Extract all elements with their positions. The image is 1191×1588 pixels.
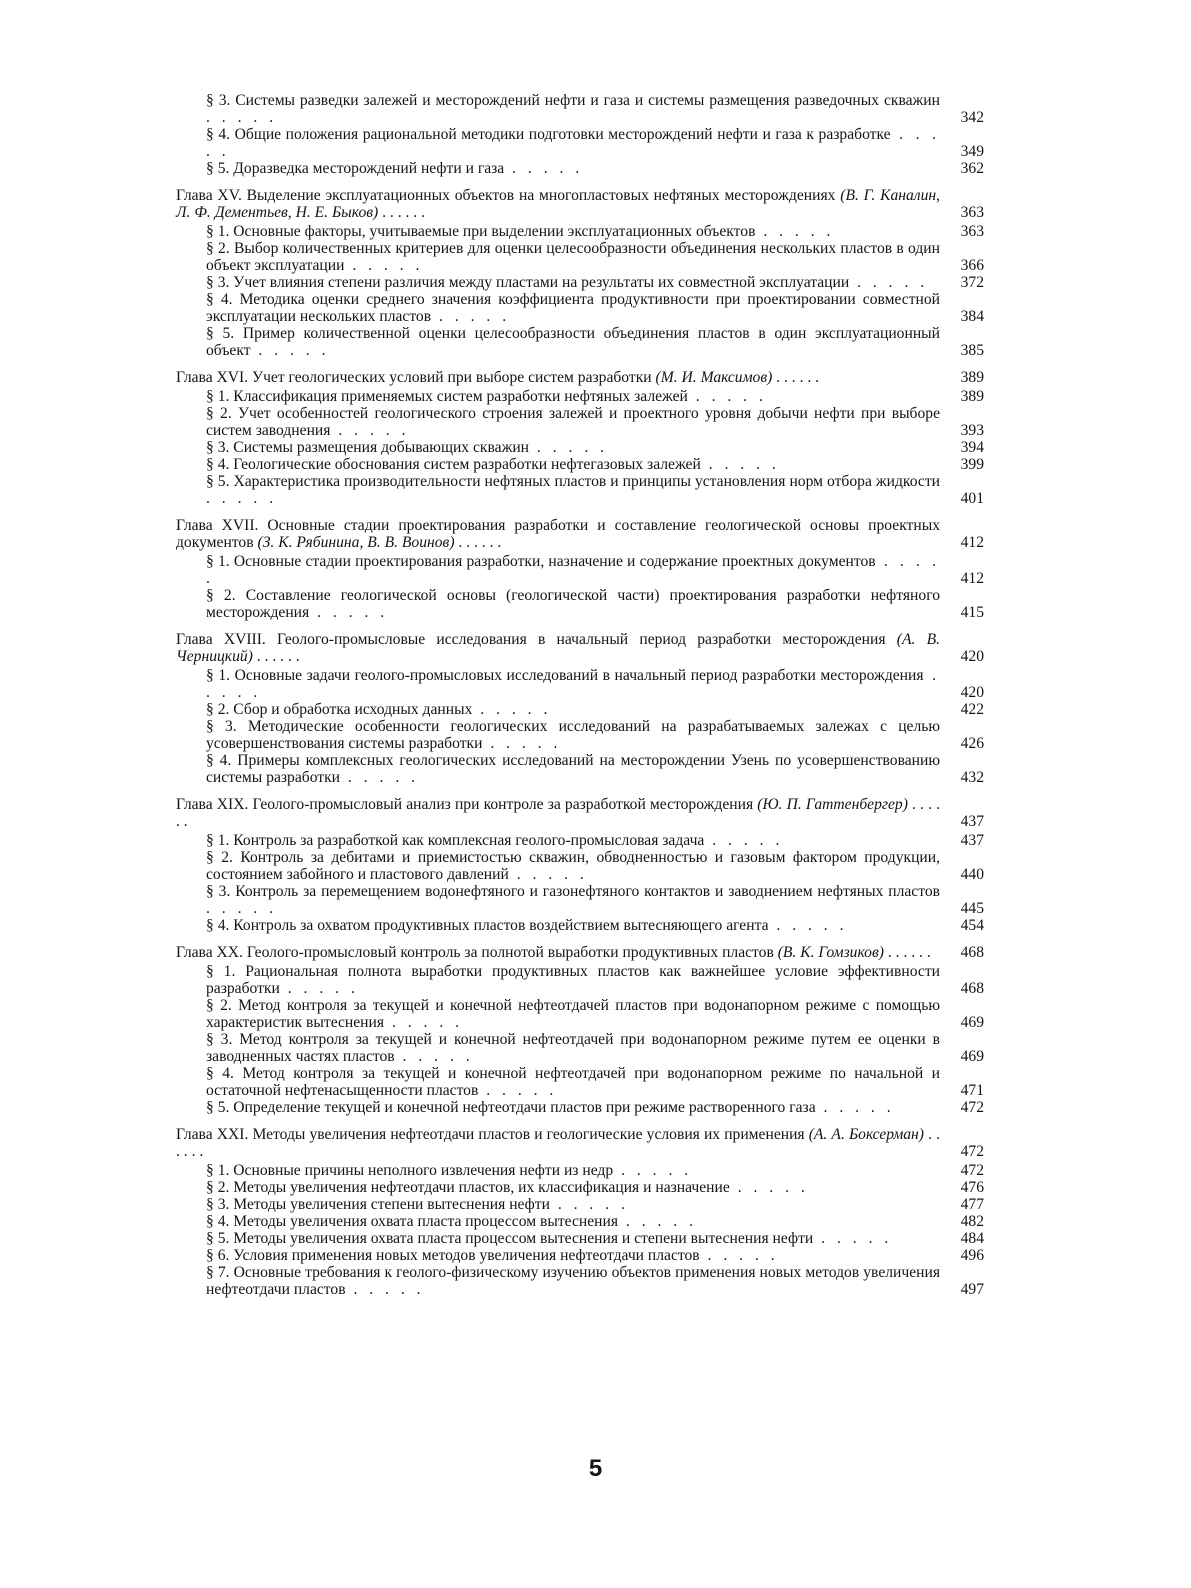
section-title: § 5. Пример количественной оценки целесообразности объединения пластов в один эксплуатационный объект <box>206 325 940 359</box>
section-title: § 2. Метод контроля за текущей и конечной нефтеотдачей пластов при водонапорном режиме с помощью характеристик вытеснения <box>206 997 940 1031</box>
toc-section[interactable] <box>206 701 984 718</box>
section-page-number: 412 <box>960 570 984 587</box>
section-page-number: 471 <box>960 1082 984 1099</box>
section-title: § 3. Системы размещения добывающих скважин <box>206 439 530 456</box>
leader-dots: . . . . . <box>330 422 410 439</box>
section-title: § 7. Основные требования к геолого-физическому изучению объектов применения новых методов увеличения нефтеотдачи пластов <box>206 1264 940 1298</box>
leader-dots: . . . . . <box>206 490 278 507</box>
section-page-number: 372 <box>960 274 984 291</box>
toc-section[interactable] <box>206 240 984 274</box>
toc-section[interactable] <box>206 160 984 177</box>
toc-section[interactable] <box>206 997 984 1031</box>
chapter-title[interactable] <box>176 796 984 830</box>
leader-dots: . . . . . <box>394 1048 474 1065</box>
section-title: § 2. Сбор и обработка исходных данных <box>206 701 473 718</box>
section-title: § 1. Контроль за разработкой как комплексная геолого-промысловая задача <box>206 832 705 849</box>
toc-chapter <box>176 944 984 1116</box>
leader-dots: . . . . . <box>613 1162 693 1179</box>
section-page-number: 415 <box>960 604 984 621</box>
section-title: § 1. Основные причины неполного извлечения нефти из недр <box>206 1162 614 1179</box>
section-title: § 2. Составление геологической основы (геологической части) проектирования разработки нефтяного месторождения <box>206 587 940 621</box>
leader-dots: . . . . . <box>309 604 389 621</box>
section-page-number: 394 <box>960 439 984 456</box>
leader-dots: . . . . . <box>206 553 940 587</box>
section-page-number: 469 <box>960 1048 984 1065</box>
section-title: § 6. Условия применения новых методов увеличения нефтеотдачи пластов <box>206 1247 700 1264</box>
section-page-number: 445 <box>960 900 984 917</box>
chapter-title-text: Глава XVII. Основные стадии проектирования разработки и составление геологической основы проектных документов <box>176 517 940 551</box>
toc-section[interactable] <box>206 587 984 621</box>
leader-dots: . . . . . . <box>454 534 502 551</box>
section-page-number: 426 <box>960 735 984 752</box>
section-page-number: 437 <box>960 832 984 849</box>
chapter-authors: (Ю. П. Гаттенбергер) <box>757 796 908 813</box>
toc-section[interactable] <box>206 223 984 240</box>
section-page-number: 477 <box>960 1196 984 1213</box>
section-page-number: 389 <box>960 388 984 405</box>
section-page-number: 349 <box>960 143 984 160</box>
leader-dots: . . . . . . <box>883 944 931 961</box>
section-list <box>206 553 984 621</box>
toc-chapter <box>206 92 984 177</box>
section-title: § 3. Методы увеличения степени вытеснения нефти <box>206 1196 550 1213</box>
section-title: § 4. Геологические обоснования систем разработки нефтегазовых залежей <box>206 456 701 473</box>
toc-section[interactable] <box>206 456 984 473</box>
section-title: § 3. Методические особенности геологических исследований на разрабатываемых залежах с целью усовершенствования системы разработки <box>206 718 940 752</box>
section-title: § 3. Метод контроля за текущей и конечной нефтеотдачей при водонапорном режиме путем ее оценки в заводненных частях пластов <box>206 1031 940 1065</box>
section-list <box>206 832 984 934</box>
chapter-title[interactable] <box>176 517 984 551</box>
leader-dots: . . . . . <box>529 439 609 456</box>
section-page-number: 496 <box>960 1247 984 1264</box>
section-title: § 4. Общие положения рациональной методики подготовки месторождений нефти и газа к разработке <box>206 126 891 143</box>
leader-dots: . . . . . <box>250 342 330 359</box>
section-title: § 4. Контроль за охватом продуктивных пластов воздействием вытесняющего агента <box>206 917 769 934</box>
chapter-authors: (А. В. Черницкий) <box>176 631 940 665</box>
leader-dots: . . . . . <box>472 701 552 718</box>
chapter-title-text: Глава XXI. Методы увеличения нефтеотдачи пластов и геологические условия их применения <box>176 1126 805 1143</box>
leader-dots: . . . . . <box>431 308 511 325</box>
chapter-page-number: 412 <box>960 534 984 551</box>
toc-section[interactable] <box>206 274 984 291</box>
section-page-number: 385 <box>960 342 984 359</box>
toc-section[interactable] <box>206 718 984 752</box>
section-page-number: 472 <box>960 1099 984 1116</box>
toc-section[interactable] <box>206 849 984 883</box>
chapter-authors: (В. Г. Каналин, Л. Ф. Дементьев, Н. Е. Быков) <box>176 187 941 221</box>
toc-section[interactable] <box>206 752 984 786</box>
toc-section[interactable] <box>206 1264 984 1298</box>
toc-chapter <box>176 517 984 621</box>
section-title: § 4. Методы увеличения охвата пласта процессом вытеснения <box>206 1213 618 1230</box>
section-page-number: 384 <box>960 308 984 325</box>
toc-chapter <box>176 1126 984 1298</box>
section-title: § 2. Выбор количественных критериев для оценки целесообразности объединения нескольких пластов в один объект эксплуатации <box>206 240 940 274</box>
section-list <box>206 223 984 359</box>
toc-section[interactable] <box>206 92 984 126</box>
toc-section[interactable] <box>206 473 984 507</box>
toc-section[interactable] <box>206 1065 984 1099</box>
leader-dots: . . . . . <box>504 160 584 177</box>
section-title: § 1. Основные задачи геолого-промысловых исследований в начальный период разработки месторождения <box>206 667 924 684</box>
toc-section[interactable] <box>206 963 984 997</box>
chapter-title[interactable] <box>176 631 984 665</box>
chapter-page-number: 437 <box>960 813 984 830</box>
leader-dots: . . . . . . <box>772 369 820 386</box>
section-page-number: 432 <box>960 769 984 786</box>
section-page-number: 468 <box>960 980 984 997</box>
section-page-number: 472 <box>960 1162 984 1179</box>
section-title: § 1. Классификация применяемых систем разработки нефтяных залежей <box>206 388 688 405</box>
section-page-number: 454 <box>960 917 984 934</box>
toc-section[interactable] <box>206 439 984 456</box>
toc-section[interactable] <box>206 832 984 849</box>
leader-dots: . . . . . <box>687 388 767 405</box>
leader-dots: . . . . . . <box>176 1126 940 1160</box>
toc-section[interactable] <box>206 917 984 934</box>
toc-section[interactable] <box>206 1196 984 1213</box>
section-title: § 1. Основные факторы, учитываемые при выделении эксплуатационных объектов <box>206 223 756 240</box>
leader-dots: . . . . . . <box>378 204 425 221</box>
leader-dots: . . . . . <box>478 1082 558 1099</box>
leader-dots: . . . . . <box>815 1099 895 1116</box>
toc-section[interactable] <box>206 291 984 325</box>
toc-section[interactable] <box>206 1179 984 1196</box>
section-title: § 4. Методика оценки среднего значения коэффициента продуктивности при проектировании совместной эксплуатации нескольких пластов <box>206 291 940 325</box>
leader-dots: . . . . . <box>206 126 940 160</box>
toc-section[interactable] <box>206 1162 984 1179</box>
section-title: § 5. Определение текущей и конечной нефтеотдачи пластов при режиме растворенного газа <box>206 1099 816 1116</box>
chapter-title-text: Глава XVI. Учет геологических условий при выборе систем разработки <box>176 369 652 386</box>
section-title: § 5. Доразведка месторождений нефти и газа <box>206 160 505 177</box>
section-list <box>206 1162 984 1298</box>
chapter-page-number: 363 <box>960 204 984 221</box>
section-page-number: 440 <box>960 866 984 883</box>
section-title: § 5. Методы увеличения охвата пласта процессом вытеснения и степени вытеснения нефти <box>206 1230 814 1247</box>
chapter-title-text: Глава XIX. Геолого-промысловый анализ при контроле за разработкой месторождения <box>176 796 754 813</box>
section-page-number: 484 <box>960 1230 984 1247</box>
chapter-title[interactable] <box>176 1126 984 1160</box>
toc-chapter <box>176 796 984 934</box>
section-page-number: 399 <box>960 456 984 473</box>
section-title: § 3. Учет влияния степени различия между пластами на результаты их совместной эксплуатации <box>206 274 850 291</box>
section-page-number: 482 <box>960 1213 984 1230</box>
section-page-number: 476 <box>960 1179 984 1196</box>
section-title: § 3. Контроль за перемещением водонефтяного и газонефтяного контактов и заводнением нефтяных пластов <box>206 883 940 900</box>
leader-dots: . . . . . <box>700 456 780 473</box>
section-page-number: 363 <box>960 223 984 240</box>
leader-dots: . . . . . <box>704 832 784 849</box>
page-number: 5 <box>588 1455 603 1482</box>
leader-dots: . . . . . <box>344 257 424 274</box>
section-page-number: 366 <box>960 257 984 274</box>
chapter-title[interactable] <box>176 187 984 221</box>
section-title: § 2. Контроль за дебитами и приемистостью скважин, обводненностью и газовым фактором продукции, состоянием забойного и пластового давлений <box>206 849 940 883</box>
section-title: § 1. Основные стадии проектирования разработки, назначение и содержание проектных документов <box>206 553 876 570</box>
section-page-number: 420 <box>960 684 984 701</box>
leader-dots: . . . . . . <box>176 796 940 830</box>
section-title: § 5. Характеристика производительности нефтяных пластов и принципы установления норм отбора жидкости <box>206 473 940 490</box>
section-title: § 4. Примеры комплексных геологических исследований на месторождении Узень по усовершенствованию системы разработки <box>206 752 940 786</box>
leader-dots: . . . . . <box>699 1247 779 1264</box>
leader-dots: . . . . . <box>206 109 278 126</box>
chapter-title-text: Глава XX. Геолого-промысловый контроль за полнотой выработки продуктивных пластов <box>176 944 774 961</box>
section-list <box>206 92 984 177</box>
chapter-authors: (В. К. Гомзиков) <box>777 944 884 961</box>
section-list <box>206 388 984 507</box>
leader-dots: . . . . . . <box>252 648 300 665</box>
toc-chapter <box>176 187 984 359</box>
leader-dots: . . . . . <box>482 735 562 752</box>
section-list <box>206 667 984 786</box>
leader-dots: . . . . . <box>206 900 278 917</box>
leader-dots: . . . . . <box>340 769 420 786</box>
leader-dots: . . . . . <box>729 1179 809 1196</box>
chapter-authors: (З. К. Рябинина, В. В. Воинов) <box>257 534 455 551</box>
toc-section[interactable] <box>206 388 984 405</box>
chapter-title[interactable] <box>176 369 984 386</box>
chapter-page-number: 389 <box>960 369 984 386</box>
leader-dots: . . . . . <box>279 980 359 997</box>
section-title: § 3. Системы разведки залежей и месторождений нефти и газа и системы размещения разведочных скважин <box>206 92 940 109</box>
leader-dots: . . . . . <box>813 1230 893 1247</box>
toc-section[interactable] <box>206 1031 984 1065</box>
section-page-number: 393 <box>960 422 984 439</box>
chapter-title[interactable] <box>176 944 984 961</box>
leader-dots: . . . . . <box>849 274 929 291</box>
section-title: § 2. Методы увеличения нефтеотдачи пластов, их классификация и назначение <box>206 1179 730 1196</box>
section-title: § 1. Рациональная полнота выработки продуктивных пластов как важнейшее условие эффективности разработки <box>206 963 940 997</box>
leader-dots: . . . . . <box>345 1281 425 1298</box>
toc-chapter <box>176 631 984 786</box>
leader-dots: . . . . . <box>618 1213 697 1230</box>
chapter-page-number: 472 <box>960 1143 984 1160</box>
toc-section[interactable] <box>206 883 984 917</box>
section-page-number: 497 <box>960 1281 984 1298</box>
chapter-authors: (М. И. Максимов) <box>655 369 773 386</box>
toc-chapter <box>176 369 984 507</box>
section-title: § 4. Метод контроля за текущей и конечной нефтеотдачей при водонапорном режиме по начальной и остаточной нефтенасыщенности пластов <box>206 1065 940 1099</box>
chapter-page-number: 420 <box>960 648 984 665</box>
section-page-number: 401 <box>960 490 984 507</box>
toc-section[interactable] <box>206 405 984 439</box>
toc-section[interactable] <box>206 1213 984 1230</box>
toc-section[interactable] <box>206 1247 984 1264</box>
toc-section[interactable] <box>206 126 984 160</box>
section-page-number: 469 <box>960 1014 984 1031</box>
chapter-title-text: Глава XVIII. Геолого-промысловые исследования в начальный период разработки месторождения <box>176 631 886 648</box>
leader-dots: . . . . . <box>755 223 835 240</box>
leader-dots: . . . . . <box>549 1196 629 1213</box>
section-page-number: 342 <box>960 109 984 126</box>
toc-section[interactable] <box>206 667 984 701</box>
leader-dots: . . . . . <box>768 917 848 934</box>
chapter-authors: (А. А. Боксерман) <box>808 1126 924 1143</box>
toc-section[interactable] <box>206 1099 984 1116</box>
section-page-number: 422 <box>960 701 984 718</box>
toc-section[interactable] <box>206 553 984 587</box>
toc-section[interactable] <box>206 325 984 359</box>
leader-dots: . . . . . <box>384 1014 464 1031</box>
section-page-number: 362 <box>960 160 984 177</box>
chapter-page-number: 468 <box>960 944 984 961</box>
leader-dots: . . . . . <box>206 667 940 701</box>
section-list <box>206 963 984 1116</box>
leader-dots: . . . . . <box>508 866 588 883</box>
toc-section[interactable] <box>206 1230 984 1247</box>
table-of-contents <box>176 92 984 1308</box>
chapter-title-text: Глава XV. Выделение эксплуатационных объектов на многопластовых нефтяных месторождениях <box>176 187 836 204</box>
section-title: § 2. Учет особенностей геологического строения залежей и проектного уровня добычи нефти при выборе систем заводнения <box>206 405 940 439</box>
